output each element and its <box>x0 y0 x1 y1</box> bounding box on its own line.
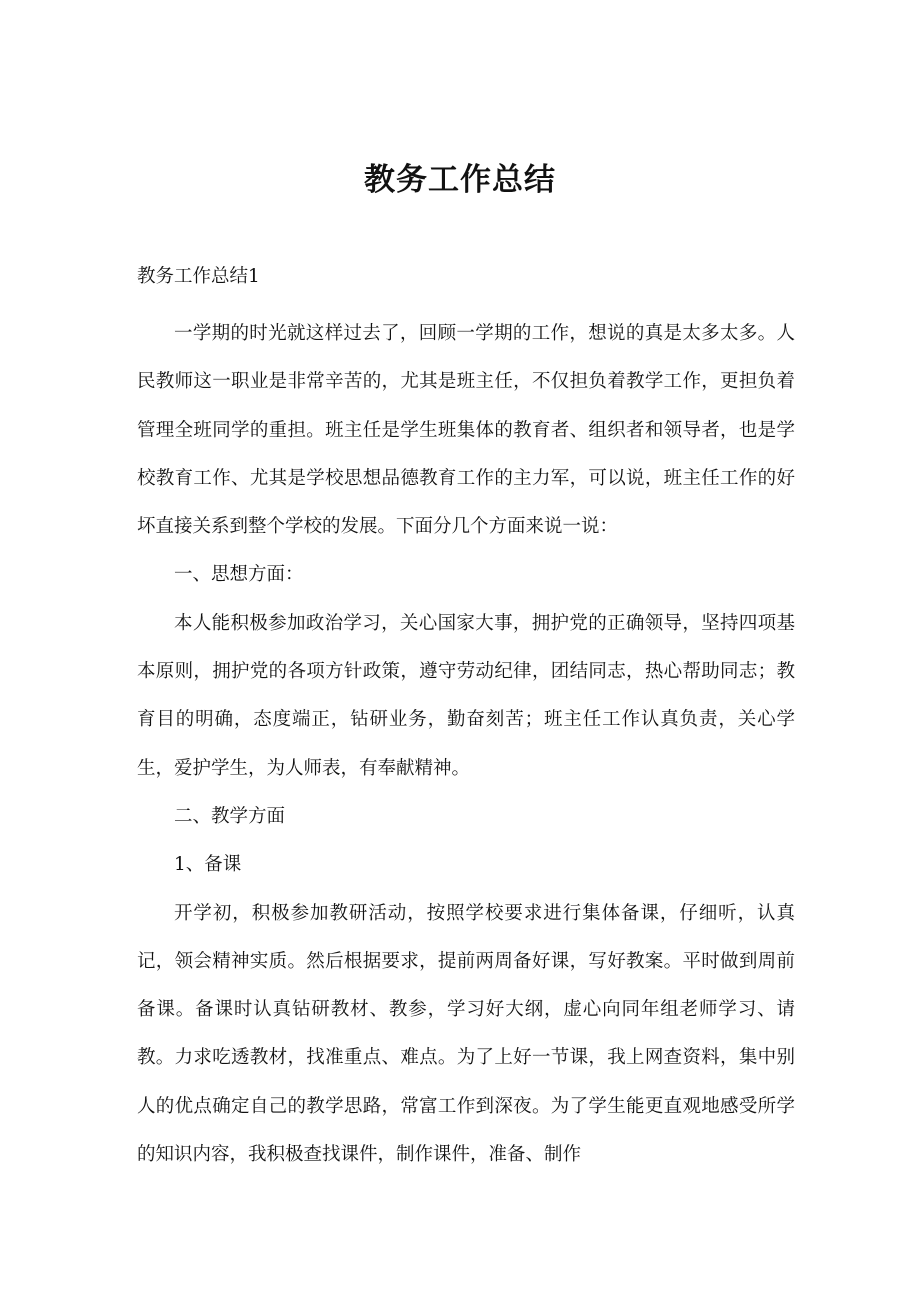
section-heading-thought: 一、思想方面： <box>174 564 304 586</box>
document-title: 教务工作总结 <box>364 162 556 198</box>
intro-paragraph: 一学期的时光就这样过去了，回顾一学期的工作，想说的真是太多太多。人民教师这一职业是非常辛苦的，尤其是班主任，不仅担负着教学工作，更担负着管理全班同学的重担。班主任是学生班集体的教育者、组织者和领导者，也是学校教育工作、尤其是学校思想品德教育工作的主力军，可以说，班主任工作的好坏直接关系到整个学校的发展。下面分几个方面来说一说： <box>137 323 795 538</box>
section-heading-teaching: 二、教学方面 <box>174 805 286 827</box>
document-body <box>137 262 795 1179</box>
thought-paragraph: 本人能积极参加政治学习，关心国家大事，拥护党的正确领导，坚持四项基本原则，拥护党的各项方针政策，遵守劳动纪律，团结同志，热心帮助同志；教育目的明确，态度端正，钻研业务，勤奋刻苦；班主任工作认真负责，关心学生，爱护学生，为人师表，有奉献精神。 <box>137 612 795 779</box>
document-subtitle: 教务工作总结1 <box>137 266 260 287</box>
subsection-heading-lesson-prep: 1、备课 <box>174 854 242 876</box>
lesson-prep-paragraph: 开学初，积极参加教研活动，按照学校要求进行集体备课，仔细听，认真记，领会精神实质。然后根据要求，提前两周备好课，写好教案。平时做到周前备课。备课时认真钻研教材、教参，学习好大纲，虚心向同年组老师学习、请教。力求吃透教材，找准重点、难点。为了上好一节课，我上网查资料，集中别人的优点确定自己的教学思路，常富工作到深夜。为了学生能更直观地感受所学的知识内容，我积极查找课件，制作课件，准备、制作 <box>137 902 795 1166</box>
